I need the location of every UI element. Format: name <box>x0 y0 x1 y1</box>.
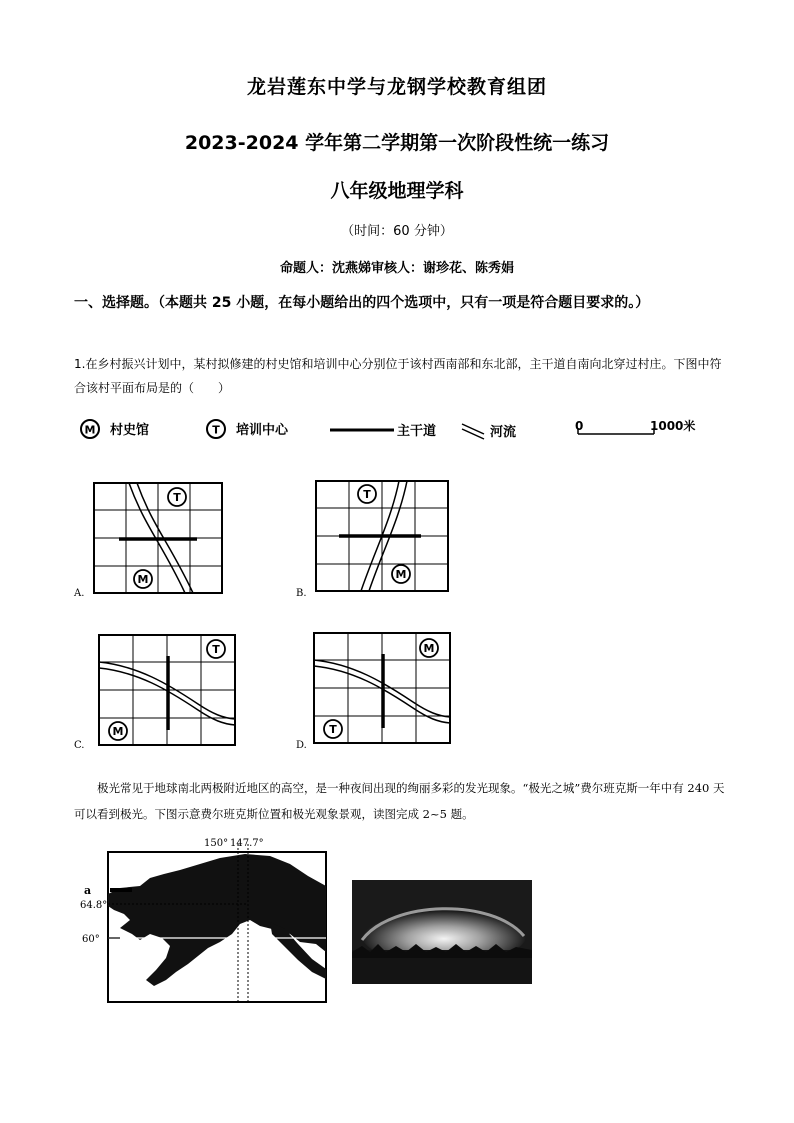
svg-text:T: T <box>363 488 371 501</box>
option-d-label[interactable]: D. <box>296 740 307 751</box>
aurora-passage: 极光常见于地球南北两极附近地区的高空，是一种夜间出现的绚丽多彩的发光现象。“极光之城”费尔班克斯一年中有 240 天可以看到极光。下图示意费尔班克斯位置和极光观象景观，读图完成 2~5 题。 <box>74 781 725 821</box>
lat-64-label: 64.8° <box>80 900 108 911</box>
exam-authors: 命题人：沈燕娣审核人：谢珍花、陈秀娟 <box>279 261 514 276</box>
exam-title: 2023-2024 学年第二学期第一次阶段性统一练习 <box>184 132 610 154</box>
option-a-label[interactable]: A. <box>74 588 85 599</box>
svg-text:M: M <box>395 568 407 581</box>
training-legend-symbol: T <box>212 423 220 437</box>
scale-zero: 0 <box>575 419 584 433</box>
option-d-map[interactable] <box>313 632 451 744</box>
lon-150-label: 150° <box>204 838 229 849</box>
school-title: 龙岩莲东中学与龙钢学校教育组团 <box>246 76 547 98</box>
svg-text:M: M <box>423 642 435 655</box>
svg-text:T: T <box>212 643 220 656</box>
svg-text:T: T <box>329 723 337 736</box>
legend-graphic <box>76 414 716 444</box>
museum-legend-symbol: M <box>84 423 96 437</box>
question-1-text: 1.在乡村振兴计划中，某村拟修建的村史馆和培训中心分别位于该村西南部和东北部，主干道自南向北穿过村庄。下图中符合该村平面布局是的（ ） <box>74 357 722 395</box>
scale-value: 1000米 <box>650 419 696 433</box>
option-a-map[interactable] <box>93 482 223 594</box>
lat-60-label: 60° <box>82 934 100 945</box>
svg-text:M: M <box>137 573 149 586</box>
option-b-label[interactable]: B. <box>296 588 307 599</box>
road-legend-label: 主干道 <box>397 424 437 439</box>
option-b-map[interactable] <box>315 480 449 592</box>
option-c-label[interactable]: C. <box>74 740 85 751</box>
lon-147-label: 147.7° <box>230 838 264 849</box>
svg-text:M: M <box>112 725 124 738</box>
museum-legend-label: 村史馆 <box>110 423 150 438</box>
section-heading: 一、选择题。（本题共 25 小题，在每小题给出的四个选项中，只有一项是符合题目要求的。） <box>74 295 650 311</box>
option-c-map[interactable] <box>98 634 236 746</box>
fairbanks-location-map <box>80 834 340 1014</box>
training-legend-label: 培训中心 <box>236 423 289 438</box>
lat-a-label: a <box>84 884 92 897</box>
aurora-photo <box>352 880 532 984</box>
river-legend-label: 河流 <box>490 425 517 440</box>
map-legend <box>76 414 716 444</box>
svg-text:T: T <box>173 491 181 504</box>
subject-title: 八年级地理学科 <box>330 180 464 202</box>
river-legend-icon <box>462 424 484 434</box>
exam-time: （时间：60 分钟） <box>341 224 453 239</box>
